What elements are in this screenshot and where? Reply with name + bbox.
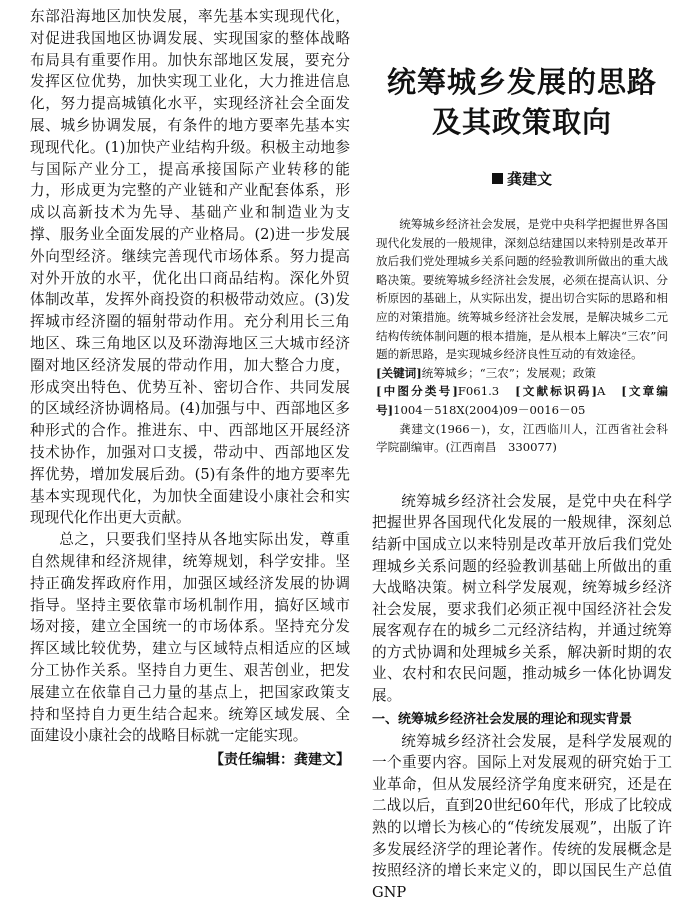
author-line — [372, 168, 672, 189]
section-heading-1: 一、统筹城乡经济社会发展的理论和现实背景 — [372, 711, 633, 727]
right-column — [372, 6, 672, 903]
right-paragraph-1: 统筹城乡经济社会发展，是党中央在科学把握世界各国现代化发展的一般规律，深刻总结新中国成立以来特别是改革开放后我们党处理城乡关系问题的经验教训基础上所做出的重大战略决策。树立科学发展观，统筹城乡经济社会发展，要求我们必须正视中国经济社会发展客观存在的城乡二元经济结构，并通过统筹的方式协调和处理城乡关系，解决新时期的农业、农村和农民问题，推动城乡一体化协调发展。 — [372, 492, 672, 705]
author-name: 龚建文 — [506, 170, 552, 188]
classification-line — [372, 382, 672, 419]
responsible-editor: 【责任编辑：龚建文】 — [210, 752, 350, 769]
clc-value: F061.3 — [457, 384, 500, 399]
clc-label: [中图分类号] — [376, 384, 458, 399]
left-paragraph-1: 东部沿海地区加快发展，率先基本实现现代化，对促进我国地区协调发展、实现国家的整体战略布局具有重要作用。加快东部地区发展，要充分发挥区位优势，加快实现工业化，大力推进信息化，努力提高城镇化水平，实现经济社会全面发展、城乡协调发展，有条件的地方要率先基本实现现代化。(1)加快产业结构升级。积极主动地参与国际产业分工，提高承接国际产业转移的能力，形成更为完整的产业链和产业配套体系，形成以高新技术为先导、基础产业和制造业为支撑、服务业全面发展的产业格局。(2)进一步发展外向型经济。继续完善现代市场体系。努力提高对外开放的水平，优化出口商品结构。深化外贸体制改革，发挥外商投资的积极带动效应。(3)发挥城市经济圈的辐射带动作用。充分利用长三角地区、珠三角地区以及环渤海地区三大城市经济圈对地区经济发展的带动作用，加大整合力度，形成突出特色、优势互补、密切合作、共同发展的区域经济协调格局。(4)加强与中、西部地区多种形式的合作。推进东、中、西部地区开展经济技术协作，加强对口支援，带动中、西部地区发挥优势，增加发展后劲。(5)有条件的地方要率先基本实现现代化，为加快全面建设小康社会和实现现代化作出更大贡献。 — [30, 8, 350, 527]
keywords-label: [关键词] — [376, 365, 422, 380]
article-no-value: 1004－518X(2004)09－0016－05 — [393, 402, 586, 417]
left-paragraph-2: 总之，只要我们坚持从各地实际出发，尊重自然规律和经济规律，统筹规划，科学安排。坚持正确发挥政府作用，加强区域经济发展的协调指导。坚持主要依靠市场机制作用，搞好区域市场对接，建立全国统一的市场体系。坚持充分发挥区域比较优势，建立与区域特点相适应的区域分工协作关系。坚持自力更生、艰苦创业，把发展建立在依靠自己力量的基点上，把国家政策支持和坚持自力更生结合起来。统筹区域发展、全面建设小康社会的战略目标就一定能实现。 — [30, 531, 350, 745]
keywords: 统筹城乡；“三农”；发展观；政策 — [421, 365, 596, 380]
doc-code-value: A — [596, 384, 606, 399]
title-line-1: 统筹城乡发展的思路 — [386, 65, 657, 99]
keywords-line — [372, 364, 672, 383]
title-line-2: 及其政策取向 — [431, 105, 612, 139]
doc-code-label: [文献标识码] — [515, 384, 597, 399]
right-paragraph-2: 统筹城乡经济社会发展，是科学发展观的一个重要内容。国际上对发展观的研究始于工业革命，但从发展经济学角度来研究，还是在二战以后，直到20世纪60年代，形成了比较成熟的以增长为核心的“传统发展观”，出版了许多发展经济学的理论著作。传统的发展概念是按照经济的增长来定义的，即以国民生产总值GNP — [372, 732, 672, 901]
left-column — [30, 6, 350, 769]
abstract: 统筹城乡经济社会发展，是党中央科学把握世界各国现代化发展的一般规律，深刻总结建国以来特别是改革开放后我们党处理城乡关系问题的经验教训所做出的重大战略决策。要统筹城乡经济社会发展，必须在提高认识、分析原因的基础上，从实际出发，提出切合实际的思路和相应的对策措施。统筹城乡经济社会发展，是解决城乡二元结构传统体制问题的根本措施，是从根本上解决“三农”问题的新思路，是实现城乡经济良性互动的有效途径。 — [376, 217, 668, 362]
square-bullet-icon — [492, 173, 503, 184]
article-no-label: [文章编号] — [376, 384, 668, 417]
author-info: 龚建文(1966－)，女，江西临川人，江西省社会科学院副编审。(江西南昌 330077) — [376, 421, 668, 455]
article-title — [372, 62, 672, 142]
